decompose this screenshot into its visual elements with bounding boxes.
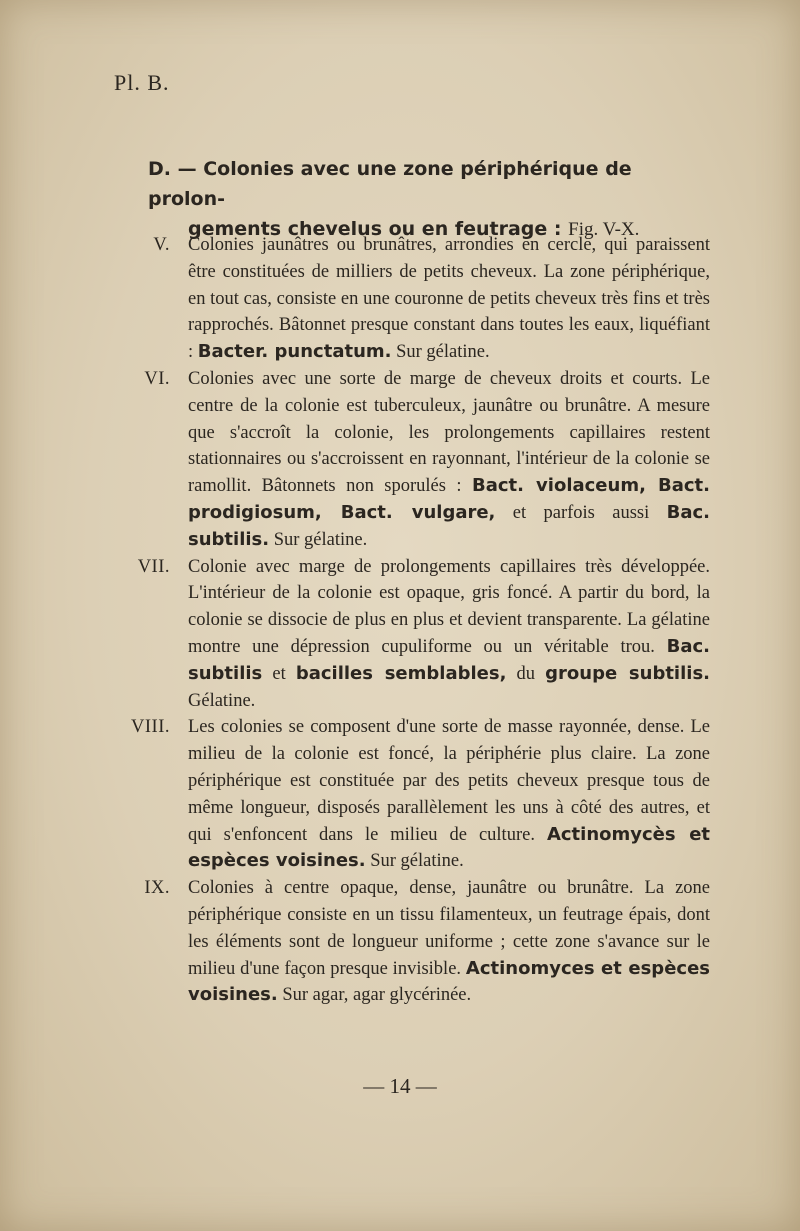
species-name: Bact. violaceum, Bact. prodigiosum, Bact. vulgare,	[188, 475, 710, 523]
entry-ix	[110, 875, 710, 1009]
medium-note: Gélatine.	[188, 690, 256, 711]
medium-note: Sur gélatine.	[273, 529, 368, 550]
entry-viii	[110, 714, 710, 875]
plate-label: Pl. B.	[114, 70, 170, 95]
species-name: Bac. subtilis.	[188, 501, 710, 550]
entry-vi	[110, 366, 710, 554]
section-heading-line1: D. — Colonies avec une zone périphérique de prolon-	[148, 158, 632, 210]
entry-number: VIII.	[131, 717, 170, 738]
species-name: Actinomyces et espèces voisines.	[188, 957, 710, 1006]
species-name: Bac. subtilis	[188, 635, 710, 684]
entry-vii	[110, 554, 710, 715]
section-heading-line2: gements chevelus ou en feutrage :	[188, 218, 562, 240]
medium-note: Sur gélatine.	[396, 342, 490, 363]
entry-text-middle: du	[516, 663, 536, 684]
medium-note: Sur gélatine.	[370, 851, 464, 872]
entry-v	[110, 232, 710, 366]
entry-text-middle: et	[272, 663, 286, 684]
entry-text: Colonie avec marge de prolongements capillaires très développée. L'intérieur de la colonie est opaque, gris foncé. A partir du bord, la colonie se dissocie de plus en plus et devient transparente. La gélatine montre une dépression cupuliforme ou un véritable trou.	[188, 556, 710, 657]
entry-text: Colonies jaunâtres ou brunâtres, arrondies en cercle, qui paraissent être constituées de milliers de petits cheveux. La zone périphérique, en tout cas, consiste en une couronne de petits cheveux très fins et très rapprochés. Bâtonnet presque constant dans toutes les eaux, liquéfiant :	[188, 235, 710, 363]
figure-reference: Fig. V-X.	[568, 219, 640, 240]
entry-text: Les colonies se composent d'une sorte de masse rayonnée, dense. Le milieu de la colonie est foncé, la périphérie plus claire. La zone périphérique est constituée par des petits cheveux presque tous de même longueur, disposés parallèlement les uns à côté des autres, et qui s'enfoncent dans le milieu de culture.	[188, 717, 710, 845]
entry-number: VI.	[144, 368, 170, 389]
species-name: bacilles semblables,	[295, 662, 507, 684]
colony-entries	[110, 232, 710, 1009]
page-number: — 14 —	[363, 1074, 437, 1098]
species-name: groupe subtilis.	[545, 662, 710, 684]
entry-number: IX.	[144, 878, 170, 899]
entry-text: Colonies à centre opaque, dense, jaunâtre ou brunâtre. La zone périphérique consiste en un tissu filamenteux, un feutrage épais, dont les éléments sont de longueur uniforme ; cette zone s'avance sur le milieu d'une façon presque invisible.	[188, 878, 710, 979]
medium-note: Sur agar, agar glycérinée.	[282, 985, 472, 1006]
species-name: Bacter. punctatum.	[197, 341, 392, 363]
entry-text-middle: et parfois aussi	[512, 502, 650, 523]
entry-number: VII.	[137, 556, 170, 577]
species-name: Actinomycès et espèces voisines.	[188, 823, 711, 872]
entry-text: Colonies avec une sorte de marge de cheveux droits et courts. Le centre de la colonie est tuberculeux, jaunâtre ou brunâtre. A mesure que s'accroît la colonie, les prolongements capillaires restent stationnaires ou s'accroissent en rayonnant, l'intérieur de la colonie se ramollit. Bâtonnets non sporulés :	[188, 368, 710, 497]
entry-number: V.	[153, 235, 170, 255]
